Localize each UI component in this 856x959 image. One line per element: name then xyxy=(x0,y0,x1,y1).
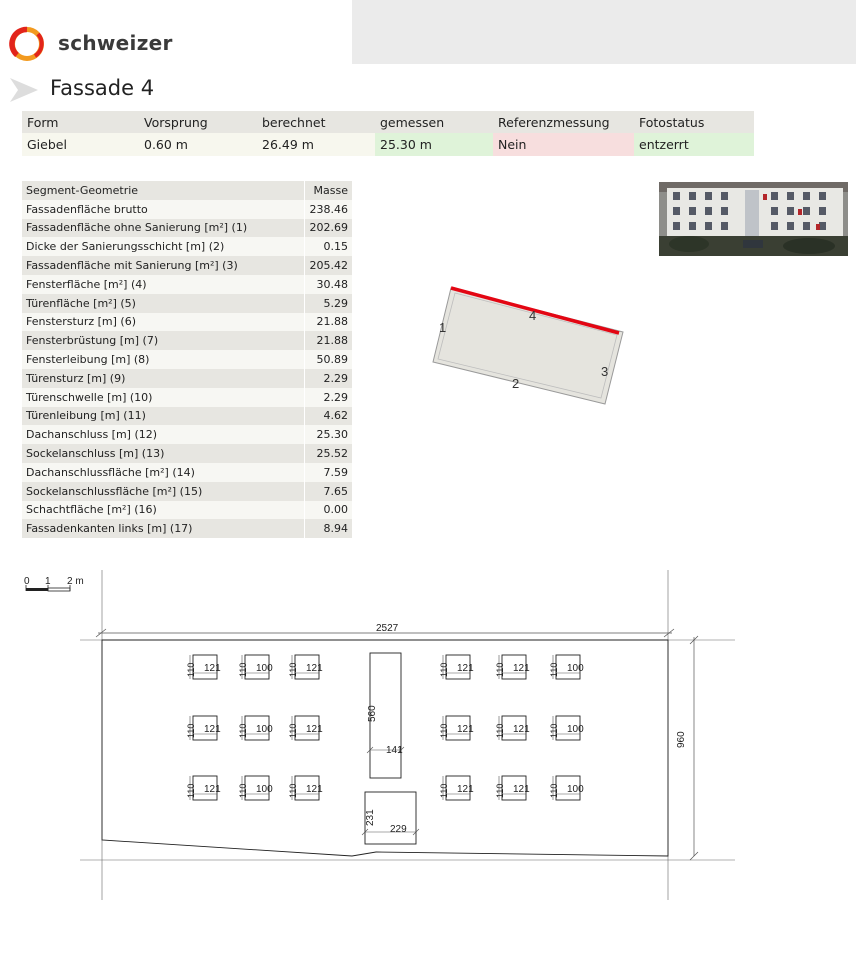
value-vorsprung: 0.60 m xyxy=(139,133,257,156)
geometry-row xyxy=(22,388,352,407)
geometry-row xyxy=(22,501,352,520)
window-width-label: 121 xyxy=(204,663,221,674)
window-width-label: 121 xyxy=(513,784,530,795)
window-width-label: 121 xyxy=(457,663,474,674)
window-width-label: 100 xyxy=(567,663,584,674)
window xyxy=(439,655,474,679)
geometry-value: 25.52 xyxy=(304,444,352,463)
geometry-label: Dachanschlussfläche [m²] (14) xyxy=(22,463,304,482)
window-width-label: 121 xyxy=(306,663,323,674)
window-height-label: 110 xyxy=(288,723,298,738)
summary-value-row xyxy=(22,133,754,156)
geometry-value: 4.62 xyxy=(304,407,352,426)
header-fotostatus: Fotostatus xyxy=(634,111,754,133)
geometry-header-row xyxy=(22,181,352,200)
geometry-row xyxy=(22,200,352,219)
chevron-right-icon xyxy=(8,76,40,104)
facade-photo xyxy=(659,182,848,256)
window xyxy=(288,716,323,740)
geometry-label: Fensterfläche [m²] (4) xyxy=(22,275,304,294)
summary-header-row xyxy=(22,111,754,133)
window-width-label: 121 xyxy=(306,784,323,795)
geometry-label: Sockelanschluss [m] (13) xyxy=(22,444,304,463)
value-berechnet: 26.49 m xyxy=(257,133,375,156)
window xyxy=(439,716,474,740)
window xyxy=(288,776,323,800)
geometry-label: Dicke der Sanierungsschicht [m] (2) xyxy=(22,237,304,256)
window xyxy=(549,655,584,679)
geometry-label: Türenschwelle [m] (10) xyxy=(22,388,304,407)
value-fotostatus: entzerrt xyxy=(634,133,754,156)
value-form: Giebel xyxy=(22,133,139,156)
window-width-label: 100 xyxy=(256,663,273,674)
geometry-value: 205.42 xyxy=(304,256,352,275)
window-height-label: 110 xyxy=(288,662,298,677)
window-height-label: 110 xyxy=(186,662,196,677)
window-width-label: 121 xyxy=(457,724,474,735)
window xyxy=(439,776,474,800)
window-height-label: 110 xyxy=(186,783,196,798)
geometry-row xyxy=(22,294,352,313)
facade-outline-diagram xyxy=(425,280,625,412)
window-width-label: 100 xyxy=(256,784,273,795)
geometry-row xyxy=(22,331,352,350)
edge-label-1: 1 xyxy=(439,320,447,335)
facade-elevation-drawing xyxy=(0,560,856,900)
geometry-value: 25.30 xyxy=(304,425,352,444)
window xyxy=(238,776,273,800)
geometry-row xyxy=(22,313,352,332)
window-height-label: 110 xyxy=(288,783,298,798)
geometry-row xyxy=(22,482,352,501)
schweizer-logo-icon xyxy=(8,26,48,62)
edge-label-3: 3 xyxy=(601,364,609,379)
window-height-label: 110 xyxy=(439,783,449,798)
window-height-label: 110 xyxy=(549,723,559,738)
scale-label-2: 2 m xyxy=(67,576,84,587)
geometry-value: 238.46 xyxy=(304,200,352,219)
geometry-header-value: Masse xyxy=(304,181,352,200)
geometry-value: 7.65 xyxy=(304,482,352,501)
geometry-value: 7.59 xyxy=(304,463,352,482)
total-height-label: 960 xyxy=(676,731,687,748)
window-height-label: 110 xyxy=(439,662,449,677)
geometry-row xyxy=(22,425,352,444)
window-height-label: 110 xyxy=(439,723,449,738)
scale-bar xyxy=(24,576,84,591)
geometry-label: Türensturz [m] (9) xyxy=(22,369,304,388)
geometry-value: 30.48 xyxy=(304,275,352,294)
geometry-value: 2.29 xyxy=(304,388,352,407)
geometry-value: 5.29 xyxy=(304,294,352,313)
value-referenzmessung: Nein xyxy=(493,133,634,156)
page-title: Fassade 4 xyxy=(50,76,155,100)
door-width-label: 229 xyxy=(390,824,407,835)
geometry-value: 2.29 xyxy=(304,369,352,388)
window-height-label: 110 xyxy=(186,723,196,738)
window xyxy=(549,716,584,740)
total-height-dimension xyxy=(690,636,698,860)
geometry-label: Fassadenfläche ohne Sanierung [m²] (1) xyxy=(22,219,304,238)
geometry-row xyxy=(22,237,352,256)
window xyxy=(186,716,221,740)
window-height-label: 110 xyxy=(495,662,505,677)
window xyxy=(495,655,530,679)
geometry-row xyxy=(22,350,352,369)
header-vorsprung: Vorsprung xyxy=(139,111,257,133)
geometry-label: Fensterbrüstung [m] (7) xyxy=(22,331,304,350)
geometry-row xyxy=(22,407,352,426)
scale-label-0: 0 xyxy=(24,576,30,587)
window-width-label: 100 xyxy=(256,724,273,735)
window-height-label: 110 xyxy=(549,662,559,677)
window xyxy=(549,776,584,800)
window-width-label: 121 xyxy=(513,663,530,674)
window xyxy=(495,716,530,740)
window-width-label: 121 xyxy=(204,784,221,795)
header-form: Form xyxy=(22,111,139,133)
geometry-label: Dachanschluss [m] (12) xyxy=(22,425,304,444)
geometry-label: Fensterleibung [m] (8) xyxy=(22,350,304,369)
window-width-label: 121 xyxy=(204,724,221,735)
scale-label-1: 1 xyxy=(45,576,51,587)
geometry-value: 8.94 xyxy=(304,519,352,538)
geometry-label: Türenleibung [m] (11) xyxy=(22,407,304,426)
window-width-label: 100 xyxy=(567,784,584,795)
window-height-label: 110 xyxy=(238,662,248,677)
geometry-row xyxy=(22,219,352,238)
geometry-value: 0.00 xyxy=(304,501,352,520)
window-height-label: 110 xyxy=(549,783,559,798)
stair-window-width-label: 141 xyxy=(386,745,403,756)
geometry-value: 202.69 xyxy=(304,219,352,238)
window-height-label: 110 xyxy=(495,783,505,798)
geometry-label: Fenstersturz [m] (6) xyxy=(22,313,304,332)
geometry-value: 0.15 xyxy=(304,237,352,256)
edge-label-2: 2 xyxy=(512,376,520,391)
window xyxy=(238,716,273,740)
header-berechnet: berechnet xyxy=(257,111,375,133)
window xyxy=(495,776,530,800)
brand-name: schweizer xyxy=(58,31,173,55)
window xyxy=(238,655,273,679)
geometry-row xyxy=(22,444,352,463)
window xyxy=(288,655,323,679)
geometry-header-label: Segment-Geometrie xyxy=(22,181,304,200)
geometry-label: Schachtfläche [m²] (16) xyxy=(22,501,304,520)
geometry-value: 21.88 xyxy=(304,331,352,350)
facade-summary-table xyxy=(22,111,754,156)
window xyxy=(186,776,221,800)
window-height-label: 110 xyxy=(238,783,248,798)
window-width-label: 121 xyxy=(513,724,530,735)
value-gemessen: 25.30 m xyxy=(375,133,493,156)
geometry-label: Türenfläche [m²] (5) xyxy=(22,294,304,313)
total-width-label: 2527 xyxy=(376,623,399,634)
geometry-label: Sockelanschlussfläche [m²] (15) xyxy=(22,482,304,501)
header-referenzmessung: Referenzmessung xyxy=(493,111,634,133)
geometry-row xyxy=(22,519,352,538)
geometry-row xyxy=(22,275,352,294)
window-height-label: 110 xyxy=(238,723,248,738)
edge-label-4: 4 xyxy=(529,308,537,323)
geometry-row xyxy=(22,256,352,275)
window-width-label: 121 xyxy=(306,724,323,735)
geometry-row xyxy=(22,369,352,388)
window-height-label: 110 xyxy=(495,723,505,738)
segment-geometry-table xyxy=(22,181,352,538)
stair-window-height-label: 560 xyxy=(367,705,378,722)
facade-outline-shape xyxy=(433,288,623,404)
geometry-value: 50.89 xyxy=(304,350,352,369)
geometry-label: Fassadenkanten links [m] (17) xyxy=(22,519,304,538)
geometry-value: 21.88 xyxy=(304,313,352,332)
header-gemessen: gemessen xyxy=(375,111,493,133)
window-width-label: 100 xyxy=(567,724,584,735)
header-grey-panel xyxy=(352,0,856,64)
geometry-row xyxy=(22,463,352,482)
geometry-label: Fassadenfläche mit Sanierung [m²] (3) xyxy=(22,256,304,275)
door-height-label: 231 xyxy=(365,809,376,826)
window xyxy=(186,655,221,679)
geometry-label: Fassadenfläche brutto xyxy=(22,200,304,219)
window-width-label: 121 xyxy=(457,784,474,795)
